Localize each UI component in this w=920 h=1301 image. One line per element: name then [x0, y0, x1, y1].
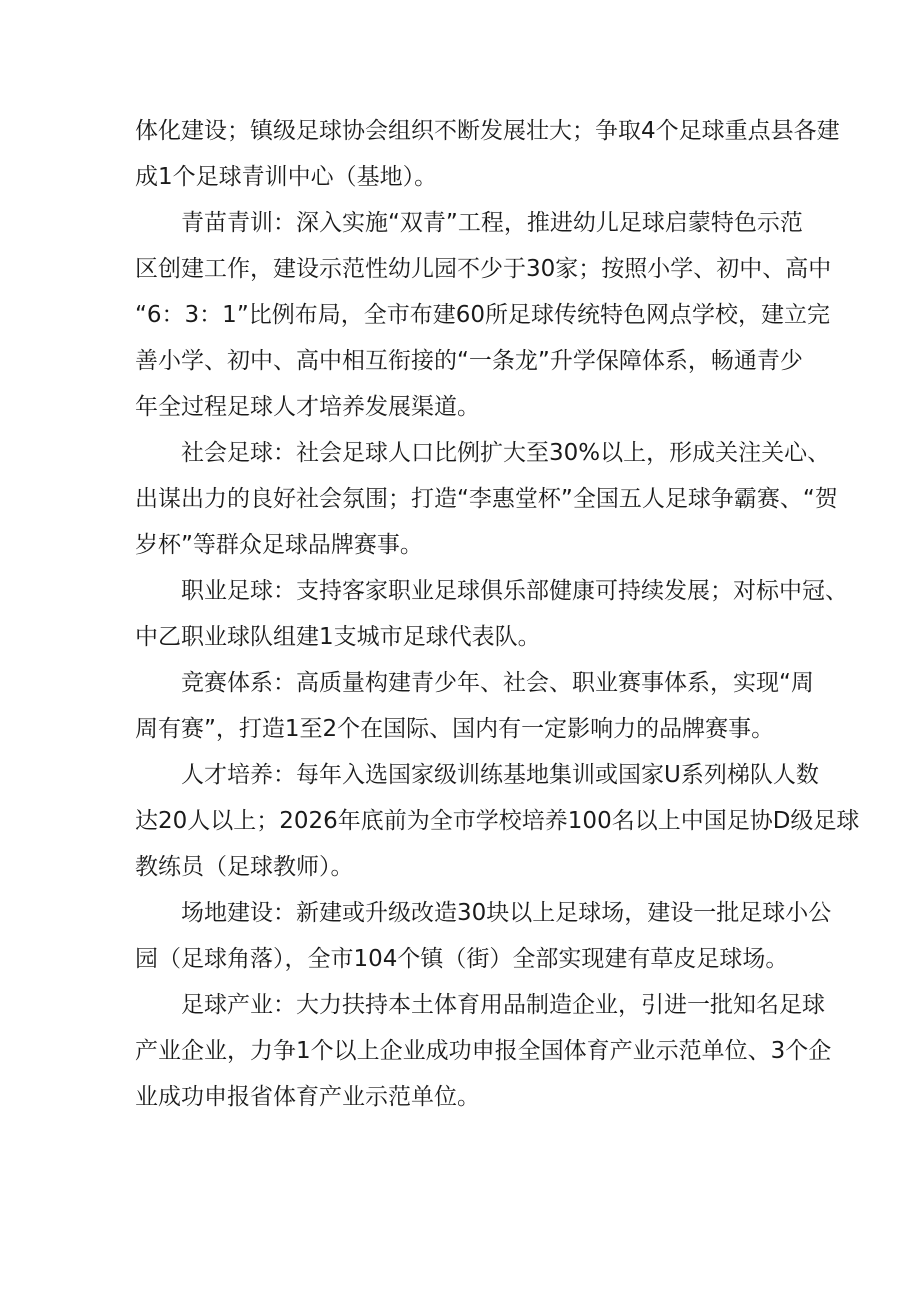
paragraph-line: 青苗青训：深入实施“双青”工程，推进幼儿足球启蒙特色示范	[181, 210, 803, 236]
paragraph-line: 区创建工作，建设示范性幼儿园不少于30家；按照小学、初中、高中	[135, 256, 832, 282]
paragraph-line: 业成功申报省体育产业示范单位。	[135, 1084, 480, 1110]
paragraph-line: 成1个足球青训中心（基地）。	[135, 164, 438, 190]
paragraph-line: 竞赛体系：高质量构建青少年、社会、职业赛事体系，实现“周	[181, 670, 814, 696]
paragraph-line: 岁杯”等群众足球品牌赛事。	[135, 532, 423, 558]
paragraph-line: 社会足球：社会足球人口比例扩大至30%以上，形成关注关心、	[181, 440, 831, 466]
paragraph-line: 善小学、初中、高中相互衔接的“一条龙”升学保障体系，畅通青少	[135, 348, 803, 374]
paragraph-line: 园（足球角落），全市104个镇（街）全部实现建有草皮足球场。	[135, 946, 789, 972]
paragraph-line: 场地建设：新建或升级改造30块以上足球场，建设一批足球小公	[181, 900, 832, 926]
paragraph-line: 教练员（足球教师）。	[135, 854, 354, 880]
paragraph-line: 周有赛”，打造1至2个在国际、国内有一定影响力的品牌赛事。	[135, 716, 775, 742]
paragraph-line: 产业企业，力争1个以上企业成功申报全国体育产业示范单位、3个企	[135, 1038, 832, 1064]
paragraph-line: 足球产业：大力扶持本土体育用品制造企业，引进一批知名足球	[181, 992, 825, 1018]
paragraph-line: 中乙职业球队组建1支城市足球代表队。	[135, 624, 541, 650]
paragraph-line: 出谋出力的良好社会氛围；打造“李惠堂杯”全国五人足球争霸赛、“贺	[135, 486, 838, 512]
paragraph-line: 年全过程足球人才培养发展渠道。	[135, 394, 480, 420]
paragraph-line: 达20人以上；2026年底前为全市学校培养100名以上中国足协D级足球	[135, 808, 860, 834]
paragraph-line: 体化建设；镇级足球协会组织不断发展壮大；争取4个足球重点县各建	[135, 118, 840, 144]
paragraph-line: 人才培养：每年入选国家级训练基地集训或国家U系列梯队人数	[181, 762, 819, 788]
paragraph-line: 职业足球：支持客家职业足球俱乐部健康可持续发展；对标中冠、	[181, 578, 848, 604]
paragraph-line: “6：3：1”比例布局，全市布建60所足球传统特色网点学校，建立完	[135, 302, 830, 328]
